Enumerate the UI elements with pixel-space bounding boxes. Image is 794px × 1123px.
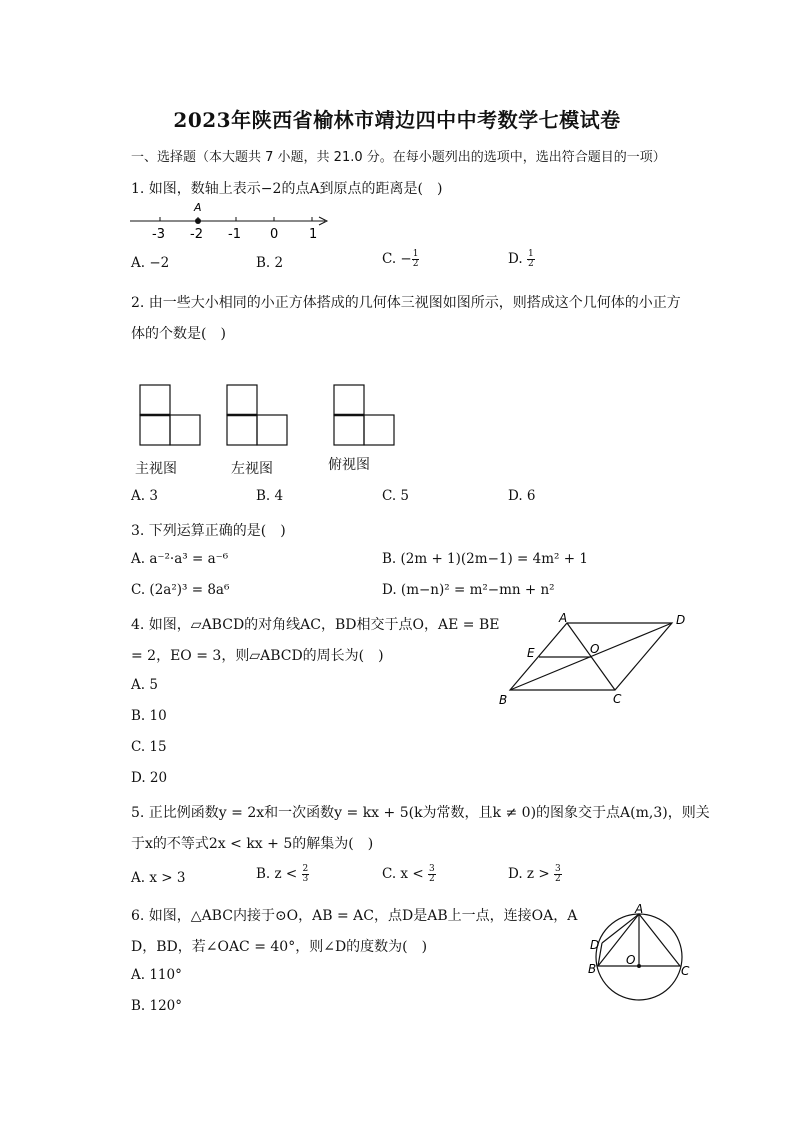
section-heading: 一、选择题（本大题共 7 小题，共 21.0 分。在每小题列出的选项中，选出符合题目的一项） — [131, 150, 666, 165]
question-6-stem-line2: D，BD，若∠OAC = 40°，则∠D的度数为( ) — [131, 939, 428, 955]
question-5-stem-line2: 于x的不等式2x < kx + 5的解集为( ) — [131, 836, 374, 852]
label-o: O — [626, 953, 636, 967]
q5-option-d — [508, 865, 562, 884]
tick-label: 1 — [309, 227, 318, 242]
label-o: O — [590, 642, 600, 656]
q2-option-d: D. 6 — [508, 488, 536, 504]
label-d: D — [676, 613, 686, 627]
label-a: A — [559, 611, 568, 625]
q2-option-c: C. 5 — [382, 488, 410, 504]
top-view-caption: 俯视图 — [328, 457, 370, 473]
parallelogram-figure — [495, 608, 695, 710]
q5-option-b-label: B. z < — [256, 866, 298, 882]
label-c: C — [613, 692, 622, 706]
question-5-stem-line1: 5. 正比例函数y = 2x和一次函数y = kx + 5(k为常数，且k ≠ 0)的图象交于点A(m,3)，则关 — [131, 805, 710, 821]
three-views-figure — [130, 380, 410, 450]
q5-option-a: A. x > 3 — [131, 870, 186, 886]
q4-option-a: A. 5 — [131, 677, 158, 693]
label-d: D — [590, 938, 600, 952]
fraction: $\frac{1}{2}$ — [412, 249, 419, 269]
q6-option-a: A. 110° — [131, 967, 182, 983]
top-view-cube — [334, 415, 364, 445]
q5-option-c — [382, 865, 436, 884]
tick-label: -3 — [152, 227, 165, 242]
number-line-figure — [125, 198, 340, 243]
label-b: B — [588, 962, 597, 976]
label-b: B — [499, 693, 508, 707]
q1-option-b: B. 2 — [256, 255, 284, 271]
q5-option-d-label: D. z > — [508, 866, 550, 882]
left-view-cube — [227, 385, 257, 415]
fraction: $\frac{3}{2}$ — [554, 864, 561, 884]
q5-option-c-label: C. x < — [382, 866, 424, 882]
front-view-cube — [140, 415, 170, 445]
q4-option-c: C. 15 — [131, 739, 167, 755]
point-a-dot — [195, 218, 201, 224]
tick-label: 0 — [270, 227, 279, 242]
tick-label: -1 — [228, 227, 241, 242]
q3-option-c: C. (2a²)³ = 8a⁶ — [131, 582, 230, 598]
left-view-caption: 左视图 — [231, 461, 273, 477]
left-view-cube — [257, 415, 287, 445]
label-e: E — [527, 646, 535, 660]
q3-option-a: A. a⁻²·a³ = a⁻⁶ — [131, 551, 229, 567]
q6-option-b: B. 120° — [131, 998, 183, 1014]
question-4-stem-line1: 4. 如图，▱ABCD的对角线AC，BD相交于点O，AE = BE — [131, 617, 500, 633]
label-c: C — [681, 964, 690, 978]
top-view-cube — [334, 385, 364, 415]
q3-option-d: D. (m−n)² = m²−mn + n² — [382, 582, 555, 598]
q4-option-d: D. 20 — [131, 770, 168, 786]
tick-label: -2 — [190, 227, 203, 242]
point-a-label: A — [194, 201, 202, 214]
q5-option-b — [256, 865, 309, 884]
question-2-stem-line1: 2. 由一些大小相同的小正方体搭成的几何体三视图如图所示，则搭成这个几何体的小正方 — [131, 295, 681, 311]
circle-figure — [585, 903, 695, 1003]
center-dot — [637, 964, 641, 968]
fraction: $\frac{3}{2}$ — [428, 864, 435, 884]
fraction: $\frac{2}{3}$ — [302, 864, 309, 884]
q1-option-c — [382, 250, 419, 269]
fraction: $\frac{1}{2}$ — [527, 249, 534, 269]
question-1-stem: 1. 如图，数轴上表示−2的点A到原点的距离是( ) — [131, 181, 443, 197]
left-view-cube — [227, 415, 257, 445]
question-6-stem-line1: 6. 如图，△ABC内接于⊙O，AB = AC，点D是AB上一点，连接OA，A — [131, 908, 578, 924]
top-view-cube — [364, 415, 394, 445]
q1-option-c-label: C. − — [382, 251, 412, 267]
q1-option-d-label: D. — [508, 251, 527, 267]
front-view-caption: 主视图 — [135, 461, 177, 477]
q1-option-a: A. −2 — [131, 255, 170, 271]
q3-option-b: B. (2m + 1)(2m−1) = 4m² + 1 — [382, 551, 588, 567]
page-title: 2023年陕西省榆林市靖边四中中考数学七模试卷 — [173, 108, 621, 132]
q2-option-a: A. 3 — [131, 488, 158, 504]
question-2-stem-line2: 体的个数是( ) — [131, 326, 226, 342]
question-4-stem-line2: = 2，EO = 3，则▱ABCD的周长为( ) — [131, 648, 384, 664]
front-view-cube — [140, 385, 170, 415]
front-view-cube — [170, 415, 200, 445]
q4-option-b: B. 10 — [131, 708, 167, 724]
q1-option-d — [508, 250, 535, 269]
q2-option-b: B. 4 — [256, 488, 284, 504]
question-3-stem: 3. 下列运算正确的是( ) — [131, 523, 286, 539]
label-a: A — [635, 903, 644, 916]
